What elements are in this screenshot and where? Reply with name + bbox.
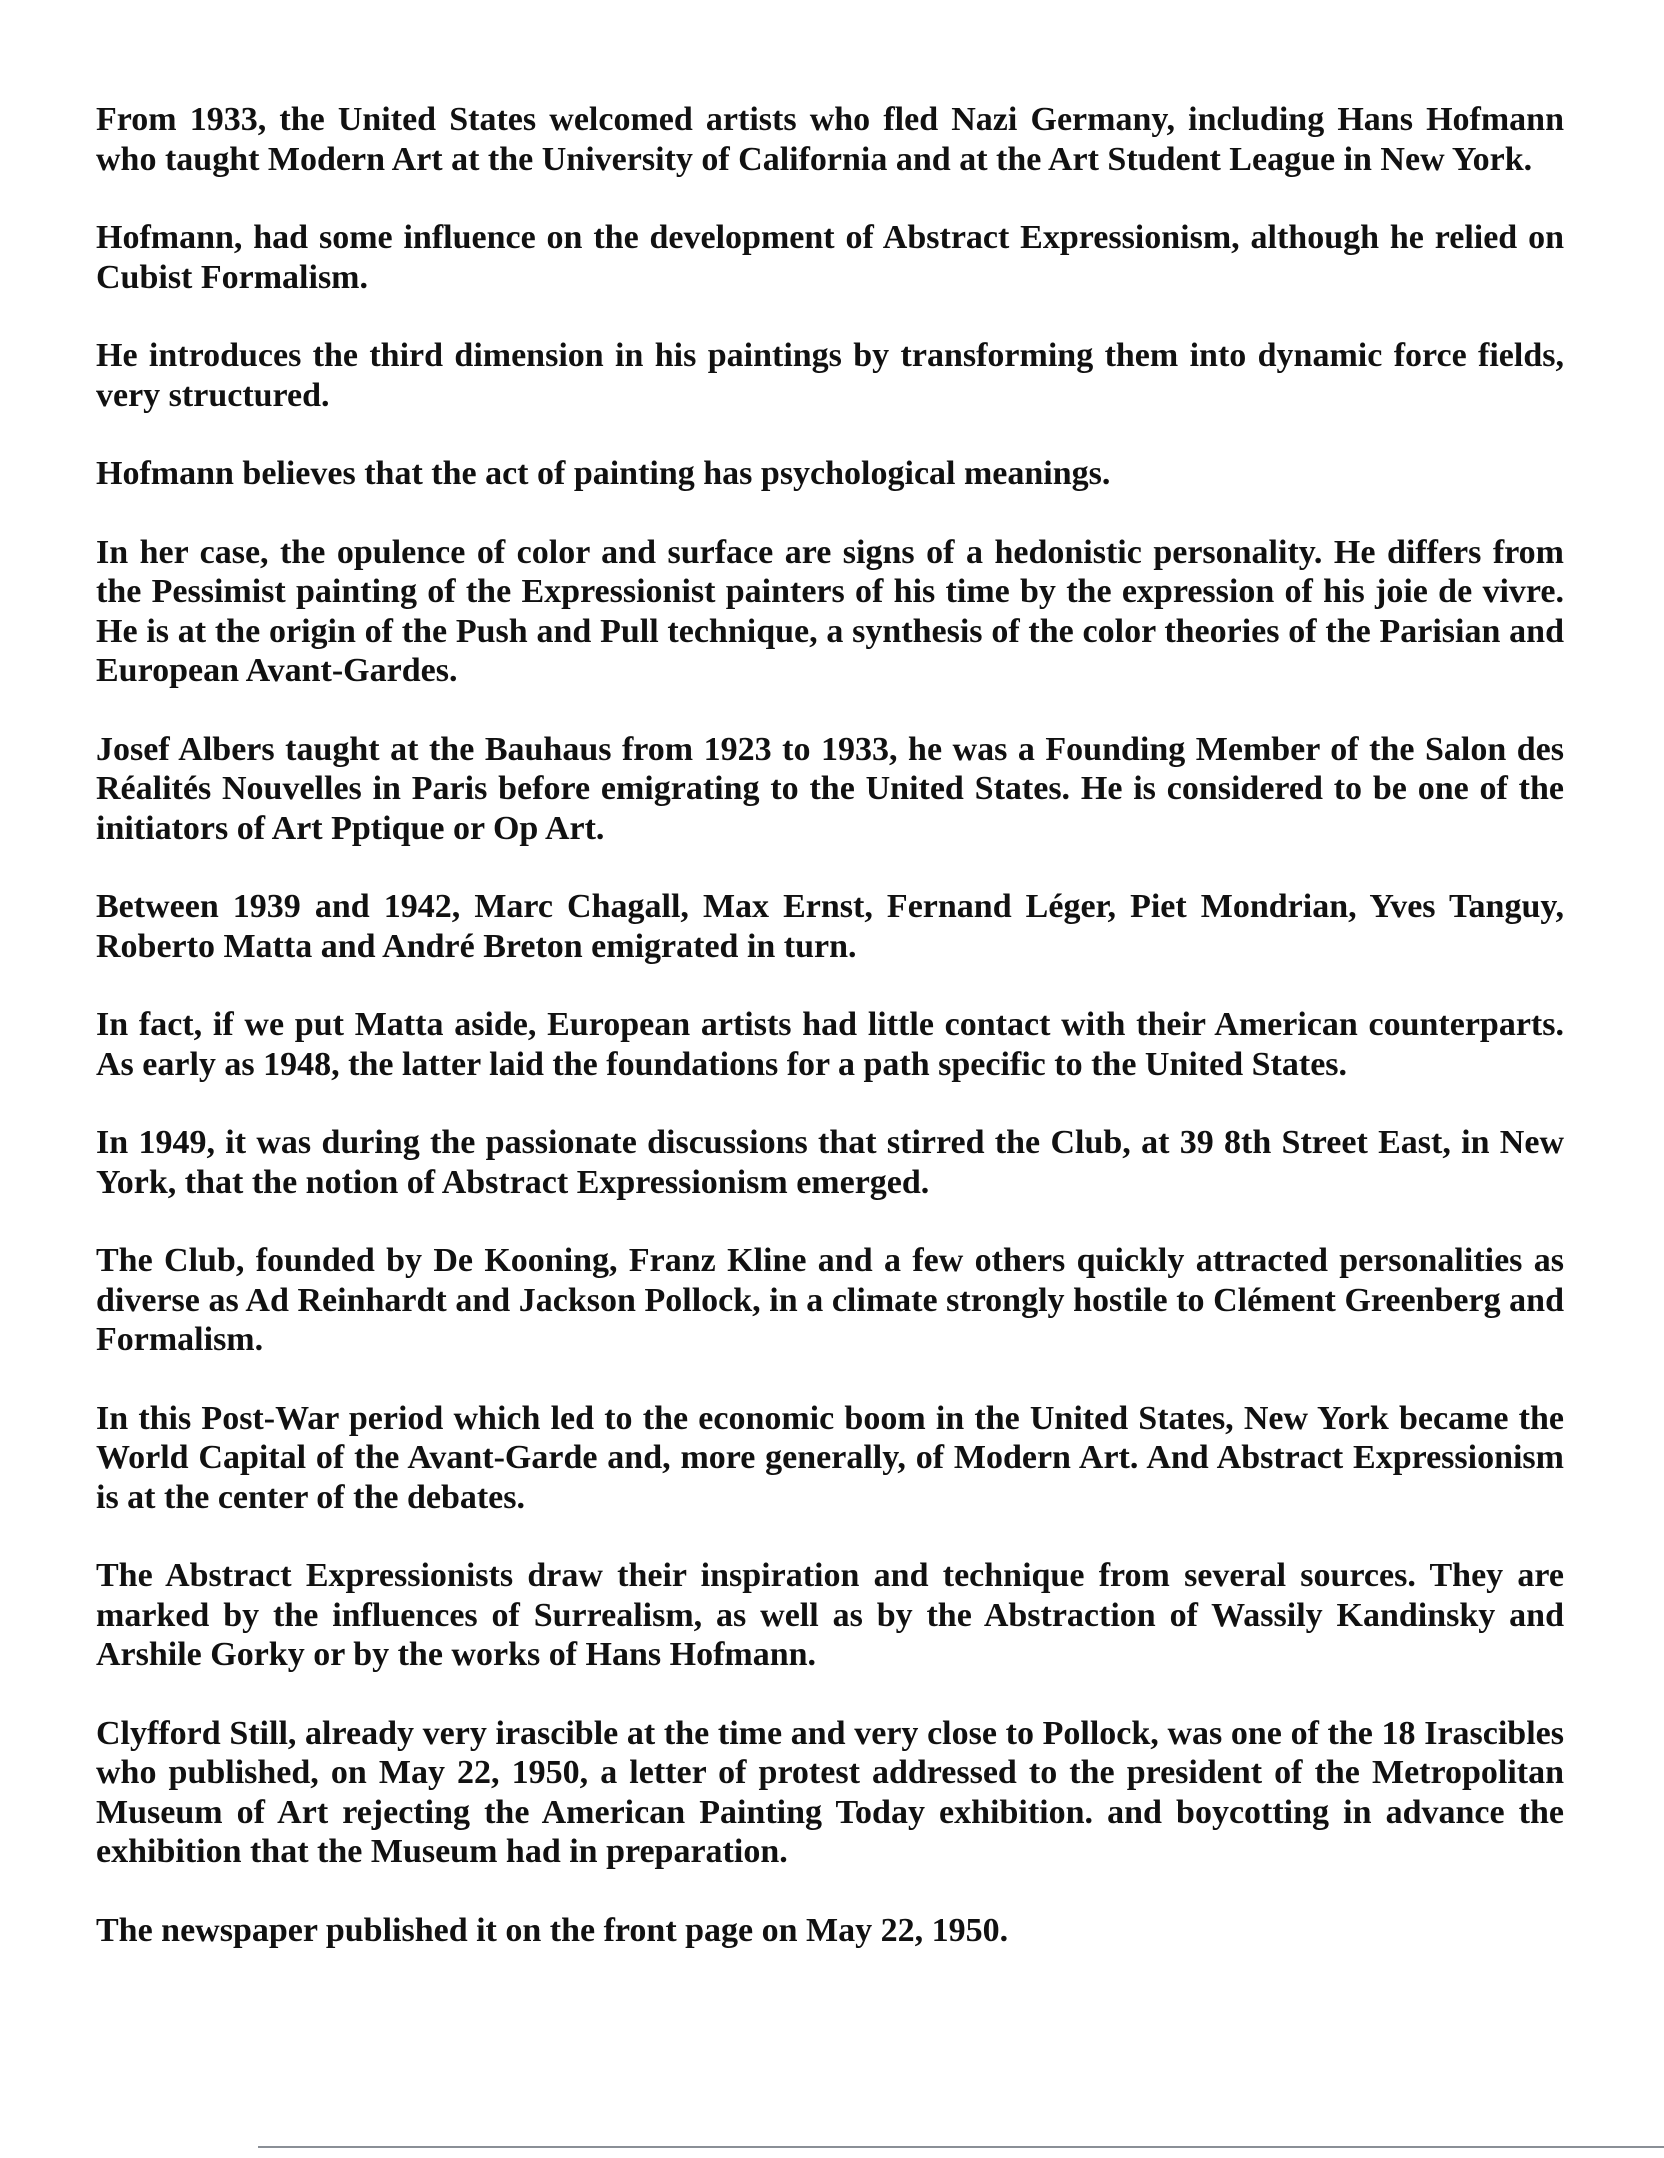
paragraph-third-dimension: He introduces the third dimension in his paintings by transforming them into dynamic force fields, very structured. (96, 337, 1564, 414)
paragraph-push-and-pull: In her case, the opulence of color and surface are signs of a hedonistic personality. He differs from the Pessimist painting of the Expressionist painters of his time by the expression of his joie de vivre. He is at the origin of the Push and Pull technique, a synthesis of the color theories of the Parisian and European Avant-Gardes. (96, 533, 1564, 689)
paragraph-irascibles: Clyfford Still, already very irascible at the time and very close to Pollock, was one of the 18 Irascibles who published, on May 22, 1950, a letter of protest addressed to the president of the Metropolitan Museum of Art rejecting the American Painting Today exhibition. and boycotting in advance the exhibition that the Museum had in preparation. (96, 1714, 1564, 1870)
paragraph-newspaper: The newspaper published it on the front page on May 22, 1950. (96, 1911, 1009, 1949)
paragraph-the-club-1949: In 1949, it was during the passionate discussions that stirred the Club, at 39 8th Street East, in New York, that the notion of Abstract Expressionism emerged. (96, 1124, 1564, 1201)
paragraph-inspiration-sources: The Abstract Expressionists draw their inspiration and technique from several sources. They are marked by the influences of Surrealism, as well as by the Abstraction of Wassily Kandinsky and Arshile Gorky or by the works of Hans Hofmann. (96, 1557, 1564, 1673)
paragraph-psychological-meanings: Hofmann believes that the act of painting has psychological meanings. (96, 455, 1111, 492)
paragraph-josef-albers: Josef Albers taught at the Bauhaus from 1923 to 1933, he was a Founding Member of the Salon des Réalités Nouvelles in Paris before emigrating to the United States. He is considered to be one of the initiators of Art Pptique or Op Art. (96, 730, 1564, 847)
paragraph-club-founders: The Club, founded by De Kooning, Franz Kline and a few others quickly attracted personalities as diverse as Ad Reinhardt and Jackson Pollock, in a climate strongly hostile to Clément Greenberg and Formalism. (96, 1242, 1564, 1358)
paragraph-matta-aside: In fact, if we put Matta aside, European artists had little contact with their American counterparts. As early as 1948, the latter laid the foundations for a path specific to the United States. (96, 1006, 1564, 1083)
paragraph-post-war: In this Post-War period which led to the economic boom in the United States, New York became the World Capital of the Avant-Garde and, more generally, of Modern Art. And Abstract Expressionism is at the center of the debates. (96, 1399, 1564, 1516)
paragraph-hofmann-influence: Hofmann, had some influence on the development of Abstract Expressionism, although he relied on Cubist Formalism. (96, 219, 1564, 296)
paragraph-emigration: Between 1939 and 1942, Marc Chagall, Max Ernst, Fernand Léger, Piet Mondrian, Yves Tanguy, Roberto Matta and André Breton emigrated in turn. (96, 888, 1564, 965)
paragraph-hofmann-arrival: From 1933, the United States welcomed artists who fled Nazi Germany, including Hans Hofmann who taught Modern Art at the University of California and at the Art Student League in New York. (96, 101, 1564, 178)
bottom-scan-edge-line (258, 2146, 1664, 2148)
document-page (96, 100, 1564, 1950)
